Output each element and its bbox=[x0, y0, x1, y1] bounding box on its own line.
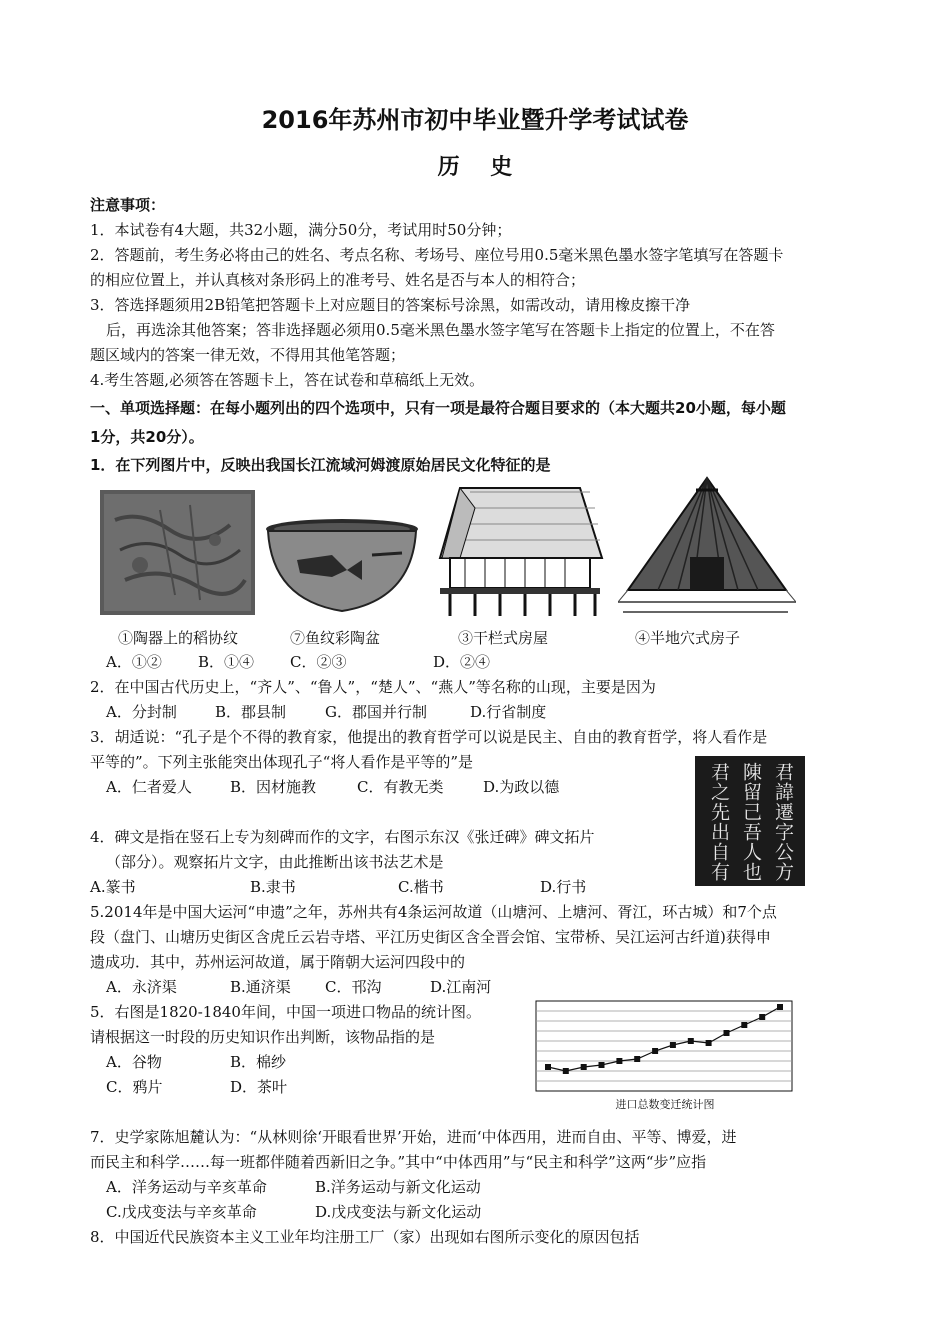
notice-item: 的相应位置上，并认真核对条形码上的准考号、姓名是否与本人的相符合； bbox=[90, 271, 586, 289]
section-heading: 1分，共20分）。 bbox=[90, 428, 204, 446]
chart-data-point bbox=[599, 1062, 605, 1068]
option: B.隶书 bbox=[250, 878, 296, 896]
chart-data-point bbox=[616, 1058, 622, 1064]
question-5b-stem: 5．右图是1820-1840年间，中国一项进口物品的统计图。 bbox=[90, 1003, 481, 1021]
section-heading: 一、单项选择题：在每小题列出的四个选项中，只有一项是最符合题目要求的（本大题共20小题，每小题 bbox=[90, 399, 786, 417]
option: C．②③ bbox=[290, 653, 347, 671]
question-4-stem: 4．碑文是指在竖石上专为刻碑而作的文字，右图示东汉《张迁碑》碑文拓片 bbox=[90, 828, 595, 846]
rice-pattern-pottery-image bbox=[100, 490, 255, 615]
option: B．因材施教 bbox=[230, 778, 317, 796]
option: D.为政以德 bbox=[483, 778, 560, 796]
stilt-house-image bbox=[430, 478, 605, 618]
exam-title: 2016年苏州市初中毕业暨升学考试试卷 bbox=[261, 106, 689, 134]
rubbing-text: 陳留己吾人也 bbox=[740, 762, 762, 882]
notice-item: 3．答选择题须用2B铅笔把答题卡上对应题目的答案标号涂黑，如需改动，请用橡皮擦干净 bbox=[90, 296, 691, 314]
notice-item: 后，再选涂其他答案；答非选择题必须用0.5毫米黑色墨水签字笔写在答题卡上指定的位置上，不在答 bbox=[106, 321, 775, 339]
image-caption: ①陶器上的稻协纹 bbox=[118, 629, 239, 647]
option: C．鸦片 bbox=[106, 1078, 163, 1096]
notice-item: 2．答题前，考生务必将由己的姓名、考点名称、考场号、座位号用0.5毫米黑色墨水签字笔填写在答题卡 bbox=[90, 246, 784, 264]
option: D．②④ bbox=[433, 653, 491, 671]
question-7-stem: 而民主和科学……每一班都伴随着西新旧之争。”其中“中体西用”与“民主和科学”这两“步”应指 bbox=[90, 1153, 707, 1171]
image-caption: ⑦鱼纹彩陶盆 bbox=[290, 629, 381, 647]
option: B．郡县制 bbox=[215, 703, 287, 721]
question-1-stem: 1．在下列图片中，反映出我国长江流域河姆渡原始居民文化特征的是 bbox=[90, 456, 551, 474]
zhangqian-stele-rubbing-image bbox=[695, 756, 805, 886]
chart-data-point bbox=[759, 1014, 765, 1020]
option: B．棉纱 bbox=[230, 1053, 287, 1071]
rubbing-text: 君諱遷字公方 bbox=[772, 762, 794, 882]
semi-subterranean-house-image bbox=[618, 472, 796, 620]
chart-svg bbox=[530, 995, 800, 1113]
fish-pattern-basin-image bbox=[262, 515, 422, 615]
option: A.篆书 bbox=[90, 878, 136, 896]
option: A．洋务运动与辛亥革命 bbox=[106, 1178, 267, 1196]
chart-data-point bbox=[741, 1022, 747, 1028]
option: C.戊戌变法与辛亥革命 bbox=[106, 1203, 257, 1221]
option: G．郡国并行制 bbox=[325, 703, 427, 721]
option: D.江南河 bbox=[430, 978, 492, 996]
chart-data-point bbox=[670, 1042, 676, 1048]
subject-title: 历 史 bbox=[437, 155, 513, 180]
question-5-stem: 遗成功．其中，苏州运河故道，属于隋朝大运河四段中的 bbox=[90, 953, 466, 971]
chart-series-line bbox=[548, 1007, 780, 1071]
image-caption: ④半地穴式房子 bbox=[635, 629, 741, 647]
question-2-stem: 2．在中国古代历史上，“齐人”、“鲁人”，“楚人”、“燕人”等名称的山现，主要是因为 bbox=[90, 678, 656, 696]
rubbing-text: 君之先出自有 bbox=[708, 762, 730, 882]
chart-data-point bbox=[706, 1040, 712, 1046]
option: B．①④ bbox=[198, 653, 255, 671]
question-3-stem: 平等的”。下列主张能突出体现孔子“将人看作是平等的”是 bbox=[90, 753, 474, 771]
notice-item: 题区域内的答案一律无效，不得用其他笔答题； bbox=[90, 346, 406, 364]
option: B.通济渠 bbox=[230, 978, 291, 996]
chart-data-point bbox=[563, 1068, 569, 1074]
chart-data-point bbox=[652, 1048, 658, 1054]
question-3-stem: 3．胡适说：“孔子是个不得的教育家，他提出的教育哲学可以说是民主、自由的教育哲学，将人看作是 bbox=[90, 728, 768, 746]
question-5-stem: 段（盘门、山塘历史街区含虎丘云岩寺塔、平江历史街区含全晋会馆、宝带桥、吴江运河古纤道)获得申 bbox=[90, 928, 771, 946]
option: A．永济渠 bbox=[106, 978, 177, 996]
option: D.行书 bbox=[540, 878, 587, 896]
chart-frame bbox=[536, 1001, 792, 1091]
notice-heading: 注意事项： bbox=[90, 196, 166, 214]
question-5-stem: 5.2014年是中国大运河“申遗”之年，苏州共有4条运河故道（山塘河、上塘河、胥江，环古城）和7个点 bbox=[90, 903, 777, 921]
option: A．分封制 bbox=[106, 703, 177, 721]
question-7-stem: 7．史学家陈旭麓认为：“从林则徐‘开眼看世界’开始，进而‘中体西用，进而自由、平等、博爱，进 bbox=[90, 1128, 737, 1146]
option: C.楷书 bbox=[398, 878, 444, 896]
chart-data-point bbox=[634, 1056, 640, 1062]
option: D．茶叶 bbox=[230, 1078, 288, 1096]
question-5b-stem: 请根据这一时段的历史知识作出判断，该物品指的是 bbox=[90, 1028, 436, 1046]
chart-title: 进口总数变迁统计图 bbox=[615, 1098, 715, 1111]
question-8-stem: 8．中国近代民族资本主义工业年均注册工厂（家）出现如右图所示变化的原因包括 bbox=[90, 1228, 640, 1246]
option: C．有教无类 bbox=[357, 778, 444, 796]
option: A．谷物 bbox=[106, 1053, 162, 1071]
option: D.行省制度 bbox=[470, 703, 547, 721]
chart-data-point bbox=[581, 1064, 587, 1070]
option: D.戊戌变法与新文化运动 bbox=[315, 1203, 482, 1221]
notice-item: 1．本试卷有4大题，共32小题，满分50分，考试用时50分钟； bbox=[90, 221, 512, 239]
chart-data-point bbox=[688, 1038, 694, 1044]
chart-data-point bbox=[545, 1064, 551, 1070]
option: B.洋务运动与新文化运动 bbox=[315, 1178, 481, 1196]
option: C．邗沟 bbox=[325, 978, 382, 996]
question-4-stem: （部分）。观察拓片文字，由此推断出该书法艺术是 bbox=[106, 853, 444, 871]
chart-data-point bbox=[724, 1030, 730, 1036]
image-caption: ③干栏式房屋 bbox=[458, 629, 549, 647]
notice-item: 4.考生答题,必须答在答题卡上，答在试卷和草稿纸上无效。 bbox=[90, 371, 485, 389]
chart-data-point bbox=[777, 1004, 783, 1010]
import-statistics-chart bbox=[530, 995, 800, 1113]
option: A．仁者爱人 bbox=[106, 778, 192, 796]
option: A．①② bbox=[106, 653, 162, 671]
